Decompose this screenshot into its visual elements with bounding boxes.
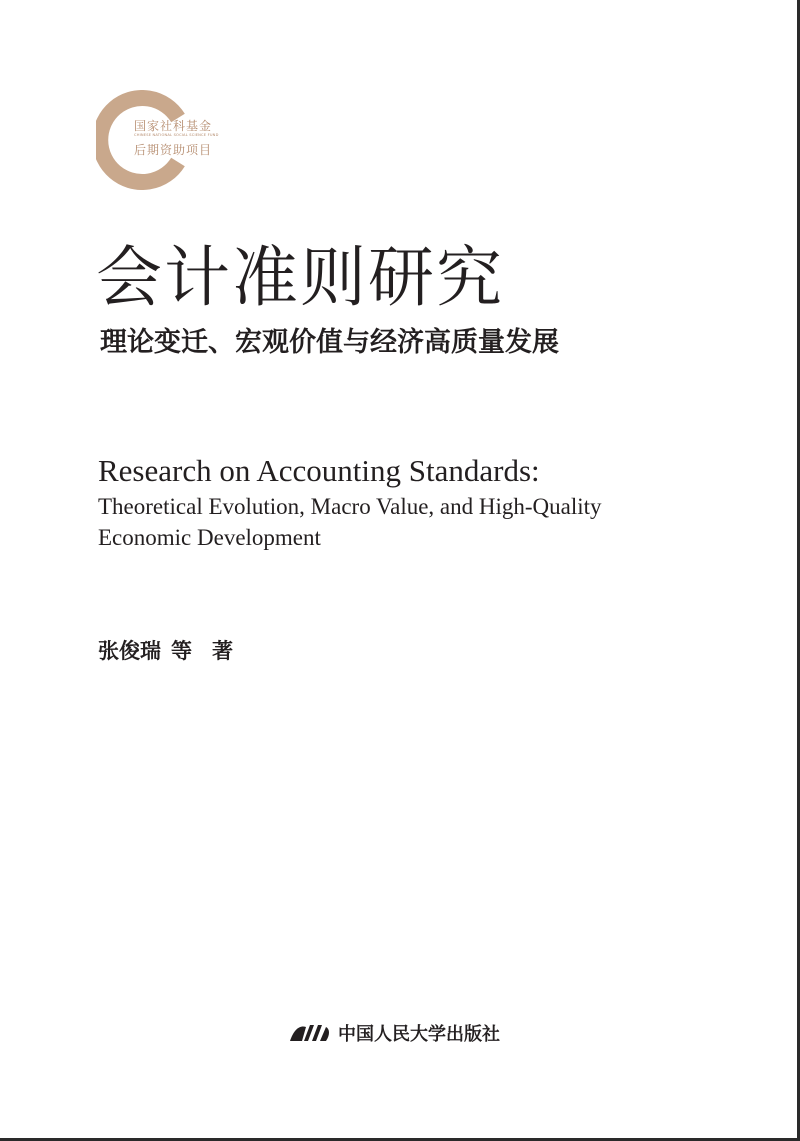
title-en-line3: Economic Development [98,525,321,550]
fund-badge [96,90,246,190]
title-en-line2: Theoretical Evolution, Macro Value, and High-Quality [98,494,602,519]
renmin-press-logo-icon [286,1021,332,1045]
book-title-en [98,451,738,553]
fund-ring-icon [96,90,246,190]
author-etal: 等 [171,639,192,663]
author-role: 著 [212,639,233,663]
author-name: 张俊瑞 [98,639,161,663]
badge-line1: 国家社科基金 [134,119,213,133]
publisher [286,1018,500,1048]
title-en-line1: Research on Accounting Standards: [98,453,540,488]
author-line [98,636,243,666]
publisher-name: 中国人民大学出版社 [338,1024,500,1045]
badge-english: CHINESE NATIONAL SOCIAL SCIENCE FUND [134,133,219,137]
book-subtitle-cn: 理论变迁、宏观价值与经济高质量发展 [100,327,559,358]
badge-line2: 后期资助项目 [134,143,213,157]
book-title-cn: 会计准则研究 [96,239,504,316]
